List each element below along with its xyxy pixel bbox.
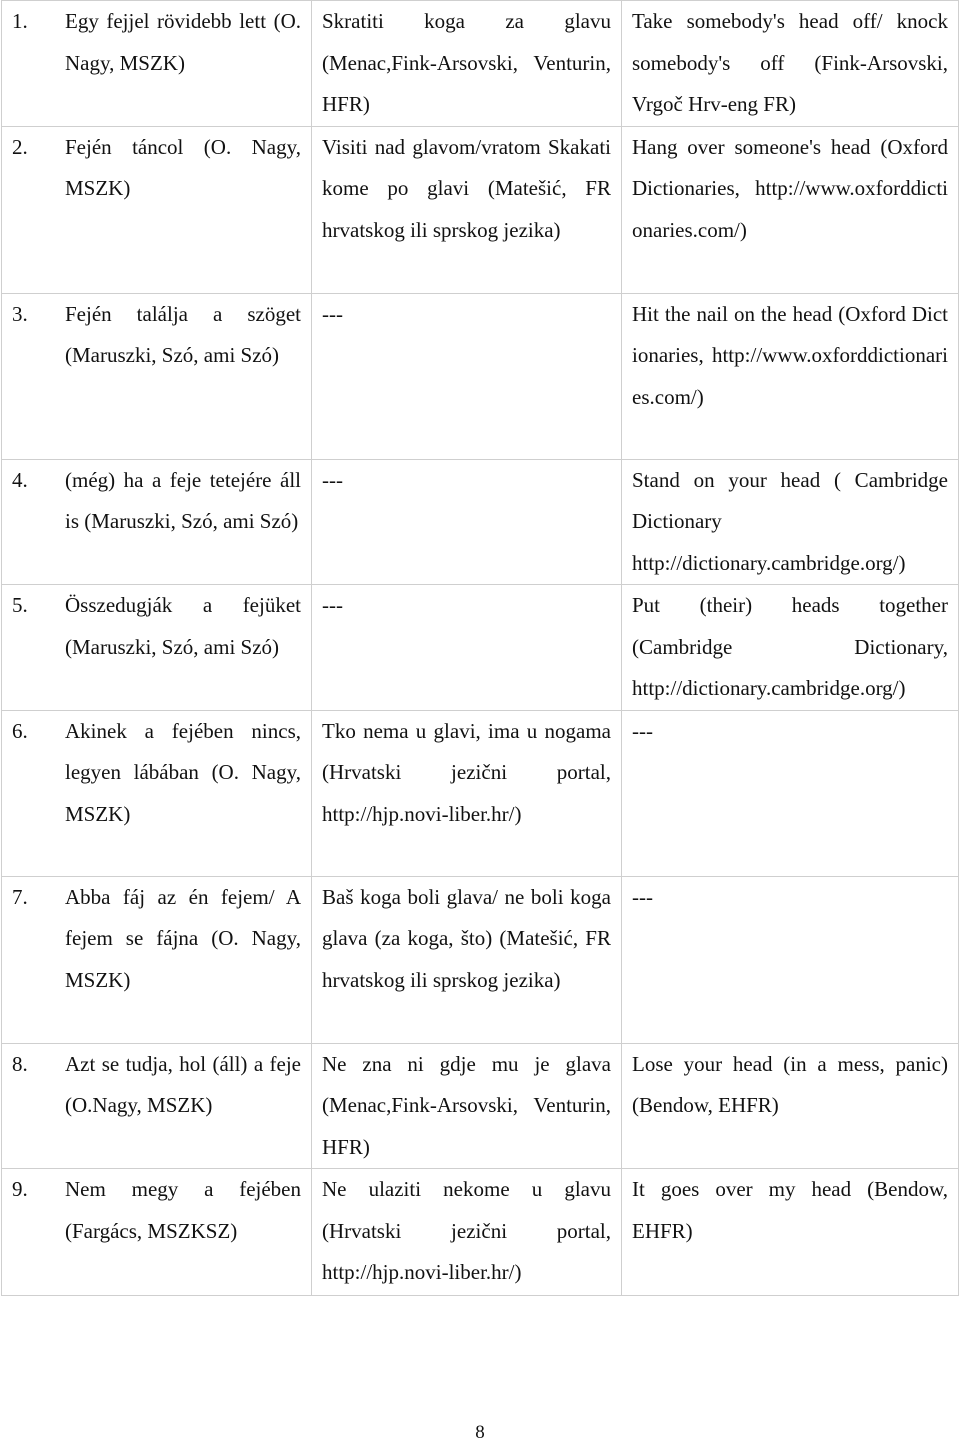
hungarian-cell bbox=[2, 710, 312, 876]
hungarian-idiom: Fején találja a szöget (Maruszki, Szó, ami Szó) bbox=[65, 301, 301, 367]
croatian-idiom: Visiti nad glavom/vratom Skakati kome po glavi (Matešić, FR hrvatskog ili sprskog jezika) bbox=[312, 126, 622, 293]
croatian-idiom: --- bbox=[312, 585, 622, 711]
hungarian-idiom: Azt se tudja, hol (áll) a feje (O.Nagy, MSZK) bbox=[65, 1051, 301, 1117]
hungarian-idiom: Összedugják a fejüket (Maruszki, Szó, ami Szó) bbox=[65, 593, 301, 659]
english-idiom: Stand on your head ( Cambridge Dictionary http://dictionary.cambridge.org/) bbox=[622, 459, 959, 585]
row-number: 8. bbox=[12, 1051, 28, 1076]
table-row bbox=[2, 1043, 959, 1169]
hungarian-cell bbox=[2, 459, 312, 585]
hungarian-cell bbox=[2, 876, 312, 1043]
table-row bbox=[2, 585, 959, 711]
english-idiom: Put (their) heads together (Cambridge Dictionary, http://dictionary.cambridge.org/) bbox=[622, 585, 959, 711]
table-row bbox=[2, 710, 959, 876]
table-row bbox=[2, 876, 959, 1043]
hungarian-idiom: Egy fejjel rövidebb lett (O. Nagy, MSZK) bbox=[65, 9, 301, 75]
croatian-idiom: Ne zna ni gdje mu je glava (Menac,Fink-Arsovski, Venturin, HFR) bbox=[312, 1043, 622, 1169]
croatian-idiom: --- bbox=[312, 459, 622, 585]
table-row bbox=[2, 1, 959, 127]
croatian-idiom: Ne ulaziti nekome u glavu (Hrvatski jezični portal, http://hjp.novi-liber.hr/) bbox=[312, 1169, 622, 1296]
hungarian-idiom: Abba fáj az én fejem/ A fejem se fájna (O. Nagy, MSZK) bbox=[65, 884, 301, 992]
row-number: 3. bbox=[12, 301, 28, 326]
hungarian-cell bbox=[2, 585, 312, 711]
croatian-idiom: Skratiti koga za glavu (Menac,Fink-Arsovski, Venturin, HFR) bbox=[312, 1, 622, 127]
croatian-idiom: Baš koga boli glava/ ne boli koga glava (za koga, što) (Matešić, FR hrvatskog ili sprskog jezika) bbox=[312, 876, 622, 1043]
english-idiom: It goes over my head (Bendow, EHFR) bbox=[622, 1169, 959, 1296]
hungarian-idiom: Akinek a fejében nincs, legyen lábában (O. Nagy, MSZK) bbox=[65, 718, 301, 826]
table-row bbox=[2, 1169, 959, 1296]
row-number: 2. bbox=[12, 134, 28, 159]
row-number: 1. bbox=[12, 9, 28, 33]
english-idiom: Take somebody's head off/ knock somebody's off (Fink-Arsovski, Vrgoč Hrv-eng FR) bbox=[622, 1, 959, 127]
hungarian-idiom: (még) ha a feje tetejére áll is (Maruszki, Szó, ami Szó) bbox=[65, 467, 301, 533]
english-idiom: Hang over someone's head (Oxford Dictionaries, http://www.oxforddictionaries.com/) bbox=[622, 126, 959, 293]
page-number: 8 bbox=[475, 1422, 485, 1443]
croatian-idiom: Tko nema u glavi, ima u nogama (Hrvatski jezični portal, http://hjp.novi-liber.hr/) bbox=[312, 710, 622, 876]
hungarian-cell bbox=[2, 1043, 312, 1169]
table-row bbox=[2, 459, 959, 585]
croatian-idiom: --- bbox=[312, 293, 622, 459]
hungarian-cell bbox=[2, 126, 312, 293]
row-number: 4. bbox=[12, 467, 28, 492]
hungarian-cell bbox=[2, 293, 312, 459]
row-number: 9. bbox=[12, 1177, 28, 1201]
hungarian-idiom: Nem megy a fejében (Fargács, MSZKSZ) bbox=[65, 1177, 301, 1243]
hungarian-idiom: Fején táncol (O. Nagy, MSZK) bbox=[65, 134, 301, 200]
english-idiom: --- bbox=[622, 876, 959, 1043]
hungarian-cell bbox=[2, 1, 312, 127]
table-row bbox=[2, 126, 959, 293]
row-number: 7. bbox=[12, 884, 28, 909]
table-row bbox=[2, 293, 959, 459]
english-idiom: Hit the nail on the head (Oxford Dictionaries, http://www.oxforddictionaries.com/) bbox=[622, 293, 959, 459]
row-number: 5. bbox=[12, 593, 28, 617]
idiom-comparison-table bbox=[1, 0, 959, 1296]
english-idiom: Lose your head (in a mess, panic) (Bendow, EHFR) bbox=[622, 1043, 959, 1169]
hungarian-cell bbox=[2, 1169, 312, 1296]
row-number: 6. bbox=[12, 718, 28, 743]
english-idiom: --- bbox=[622, 710, 959, 876]
